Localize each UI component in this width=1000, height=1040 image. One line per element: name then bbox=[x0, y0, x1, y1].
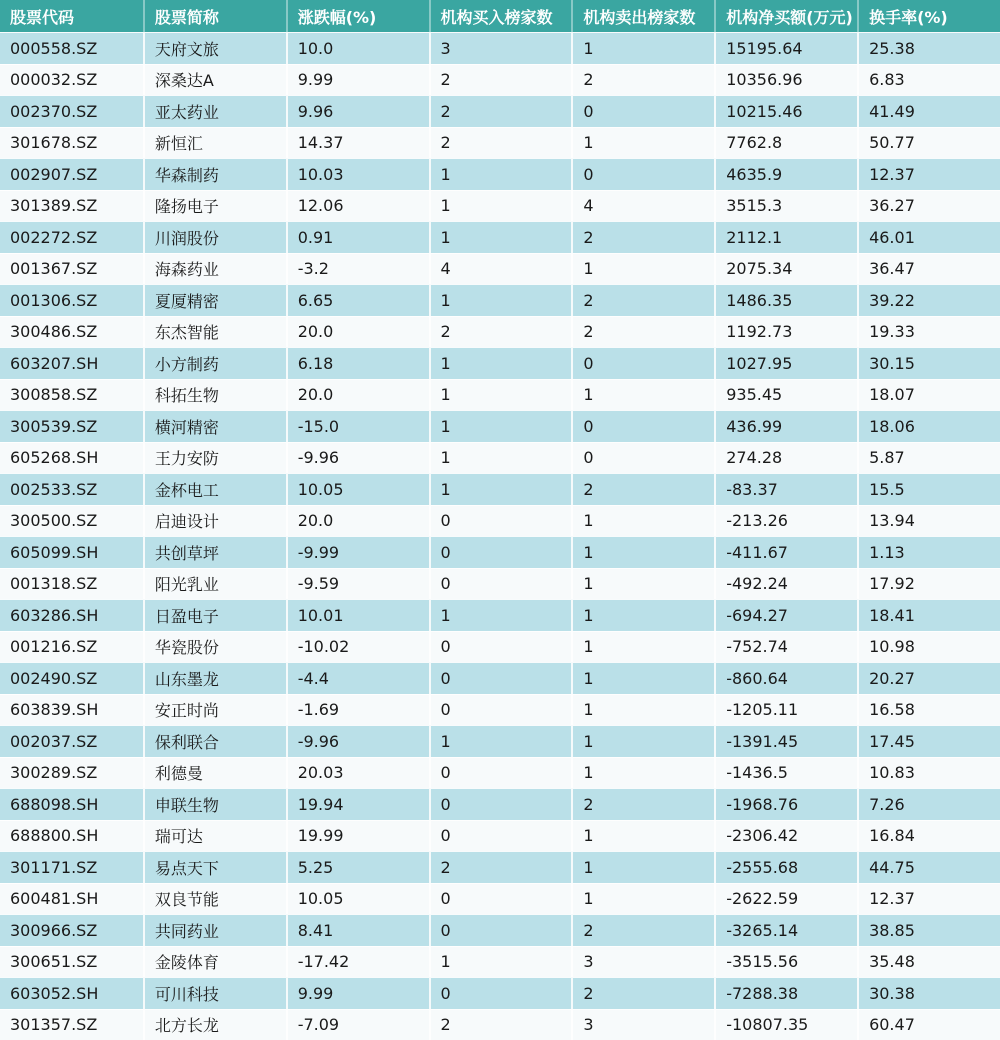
column-header-stock-name: 股票简称 bbox=[143, 0, 286, 32]
cell-stock-name: 科拓生物 bbox=[143, 379, 286, 411]
cell-inst-net-buy-amount: -1205.11 bbox=[714, 694, 857, 726]
cell-change-pct: 10.01 bbox=[286, 599, 429, 631]
cell-inst-net-buy-amount: 436.99 bbox=[714, 410, 857, 442]
table-row bbox=[0, 568, 1000, 600]
cell-change-pct: 10.03 bbox=[286, 158, 429, 190]
column-header-inst-buy-count: 机构买入榜家数 bbox=[429, 0, 572, 32]
cell-inst-sell-count: 0 bbox=[571, 158, 714, 190]
cell-stock-name: 北方长龙 bbox=[143, 1009, 286, 1040]
cell-turnover-rate: 16.84 bbox=[857, 820, 1000, 852]
cell-inst-buy-count: 0 bbox=[429, 820, 572, 852]
cell-turnover-rate: 36.47 bbox=[857, 253, 1000, 285]
cell-stock-code: 605268.SH bbox=[0, 442, 143, 474]
cell-inst-sell-count: 1 bbox=[571, 127, 714, 159]
cell-inst-buy-count: 0 bbox=[429, 914, 572, 946]
table-row bbox=[0, 725, 1000, 757]
cell-inst-net-buy-amount: -411.67 bbox=[714, 536, 857, 568]
cell-turnover-rate: 17.92 bbox=[857, 568, 1000, 600]
cell-inst-sell-count: 1 bbox=[571, 662, 714, 694]
cell-change-pct: 0.91 bbox=[286, 221, 429, 253]
cell-stock-name: 日盈电子 bbox=[143, 599, 286, 631]
table-row bbox=[0, 914, 1000, 946]
cell-inst-sell-count: 1 bbox=[571, 725, 714, 757]
cell-change-pct: -7.09 bbox=[286, 1009, 429, 1040]
column-header-inst-sell-count: 机构卖出榜家数 bbox=[571, 0, 714, 32]
cell-turnover-rate: 36.27 bbox=[857, 190, 1000, 222]
cell-stock-code: 001367.SZ bbox=[0, 253, 143, 285]
cell-stock-code: 603052.SH bbox=[0, 977, 143, 1009]
cell-inst-sell-count: 1 bbox=[571, 253, 714, 285]
cell-stock-code: 002272.SZ bbox=[0, 221, 143, 253]
cell-inst-net-buy-amount: 10356.96 bbox=[714, 64, 857, 96]
cell-inst-net-buy-amount: -2306.42 bbox=[714, 820, 857, 852]
cell-stock-code: 603286.SH bbox=[0, 599, 143, 631]
cell-inst-buy-count: 2 bbox=[429, 851, 572, 883]
cell-change-pct: 19.99 bbox=[286, 820, 429, 852]
cell-inst-sell-count: 2 bbox=[571, 221, 714, 253]
cell-inst-sell-count: 3 bbox=[571, 1009, 714, 1040]
column-header-turnover-rate: 换手率(%) bbox=[857, 0, 1000, 32]
cell-inst-buy-count: 0 bbox=[429, 883, 572, 915]
cell-inst-sell-count: 1 bbox=[571, 379, 714, 411]
cell-inst-sell-count: 1 bbox=[571, 883, 714, 915]
cell-stock-code: 002037.SZ bbox=[0, 725, 143, 757]
cell-stock-name: 王力安防 bbox=[143, 442, 286, 474]
cell-turnover-rate: 5.87 bbox=[857, 442, 1000, 474]
cell-change-pct: -9.59 bbox=[286, 568, 429, 600]
cell-stock-code: 001318.SZ bbox=[0, 568, 143, 600]
cell-inst-buy-count: 0 bbox=[429, 568, 572, 600]
cell-inst-net-buy-amount: -1436.5 bbox=[714, 757, 857, 789]
table-row bbox=[0, 536, 1000, 568]
cell-inst-net-buy-amount: 935.45 bbox=[714, 379, 857, 411]
cell-turnover-rate: 44.75 bbox=[857, 851, 1000, 883]
cell-inst-sell-count: 1 bbox=[571, 505, 714, 537]
cell-change-pct: 20.03 bbox=[286, 757, 429, 789]
cell-stock-name: 深桑达A bbox=[143, 64, 286, 96]
cell-inst-sell-count: 2 bbox=[571, 473, 714, 505]
cell-inst-buy-count: 0 bbox=[429, 694, 572, 726]
table-row bbox=[0, 631, 1000, 663]
table-row bbox=[0, 599, 1000, 631]
cell-change-pct: 20.0 bbox=[286, 316, 429, 348]
cell-change-pct: 12.06 bbox=[286, 190, 429, 222]
cell-stock-code: 600481.SH bbox=[0, 883, 143, 915]
cell-stock-name: 共创草坪 bbox=[143, 536, 286, 568]
cell-stock-name: 申联生物 bbox=[143, 788, 286, 820]
cell-change-pct: -9.99 bbox=[286, 536, 429, 568]
cell-change-pct: 8.41 bbox=[286, 914, 429, 946]
cell-turnover-rate: 12.37 bbox=[857, 883, 1000, 915]
cell-inst-sell-count: 1 bbox=[571, 820, 714, 852]
table-row bbox=[0, 662, 1000, 694]
cell-turnover-rate: 30.38 bbox=[857, 977, 1000, 1009]
table-row bbox=[0, 977, 1000, 1009]
cell-stock-name: 亚太药业 bbox=[143, 95, 286, 127]
cell-stock-name: 瑞可达 bbox=[143, 820, 286, 852]
table-row bbox=[0, 284, 1000, 316]
cell-inst-sell-count: 3 bbox=[571, 946, 714, 978]
cell-inst-buy-count: 1 bbox=[429, 284, 572, 316]
cell-stock-name: 隆扬电子 bbox=[143, 190, 286, 222]
cell-inst-net-buy-amount: 10215.46 bbox=[714, 95, 857, 127]
cell-stock-name: 东杰智能 bbox=[143, 316, 286, 348]
cell-turnover-rate: 20.27 bbox=[857, 662, 1000, 694]
cell-inst-sell-count: 0 bbox=[571, 347, 714, 379]
cell-stock-name: 小方制药 bbox=[143, 347, 286, 379]
cell-stock-name: 天府文旅 bbox=[143, 32, 286, 64]
table-row bbox=[0, 442, 1000, 474]
cell-turnover-rate: 18.41 bbox=[857, 599, 1000, 631]
cell-inst-buy-count: 2 bbox=[429, 316, 572, 348]
cell-turnover-rate: 12.37 bbox=[857, 158, 1000, 190]
cell-inst-sell-count: 1 bbox=[571, 694, 714, 726]
cell-inst-sell-count: 2 bbox=[571, 788, 714, 820]
cell-stock-name: 夏厦精密 bbox=[143, 284, 286, 316]
cell-inst-net-buy-amount: 274.28 bbox=[714, 442, 857, 474]
cell-inst-buy-count: 1 bbox=[429, 442, 572, 474]
cell-stock-code: 300539.SZ bbox=[0, 410, 143, 442]
cell-change-pct: 9.96 bbox=[286, 95, 429, 127]
cell-inst-sell-count: 1 bbox=[571, 568, 714, 600]
cell-turnover-rate: 41.49 bbox=[857, 95, 1000, 127]
cell-change-pct: 10.0 bbox=[286, 32, 429, 64]
cell-stock-code: 001306.SZ bbox=[0, 284, 143, 316]
cell-change-pct: 5.25 bbox=[286, 851, 429, 883]
table-row bbox=[0, 127, 1000, 159]
cell-stock-code: 002533.SZ bbox=[0, 473, 143, 505]
cell-inst-net-buy-amount: -213.26 bbox=[714, 505, 857, 537]
cell-change-pct: 6.65 bbox=[286, 284, 429, 316]
cell-stock-name: 新恒汇 bbox=[143, 127, 286, 159]
cell-inst-buy-count: 0 bbox=[429, 505, 572, 537]
cell-inst-sell-count: 0 bbox=[571, 442, 714, 474]
cell-turnover-rate: 25.38 bbox=[857, 32, 1000, 64]
cell-inst-sell-count: 4 bbox=[571, 190, 714, 222]
cell-inst-buy-count: 2 bbox=[429, 1009, 572, 1040]
cell-change-pct: -1.69 bbox=[286, 694, 429, 726]
cell-turnover-rate: 10.98 bbox=[857, 631, 1000, 663]
cell-stock-name: 利德曼 bbox=[143, 757, 286, 789]
table-row bbox=[0, 158, 1000, 190]
table-body bbox=[0, 32, 1000, 1040]
cell-change-pct: 20.0 bbox=[286, 505, 429, 537]
cell-stock-code: 002370.SZ bbox=[0, 95, 143, 127]
cell-change-pct: -10.02 bbox=[286, 631, 429, 663]
cell-change-pct: -4.4 bbox=[286, 662, 429, 694]
table-row bbox=[0, 253, 1000, 285]
cell-turnover-rate: 19.33 bbox=[857, 316, 1000, 348]
cell-stock-code: 603207.SH bbox=[0, 347, 143, 379]
cell-inst-buy-count: 1 bbox=[429, 158, 572, 190]
cell-change-pct: 14.37 bbox=[286, 127, 429, 159]
cell-inst-buy-count: 0 bbox=[429, 788, 572, 820]
cell-stock-code: 688800.SH bbox=[0, 820, 143, 852]
cell-inst-buy-count: 2 bbox=[429, 95, 572, 127]
cell-inst-sell-count: 1 bbox=[571, 631, 714, 663]
cell-inst-sell-count: 1 bbox=[571, 599, 714, 631]
cell-stock-name: 山东墨龙 bbox=[143, 662, 286, 694]
cell-inst-buy-count: 0 bbox=[429, 631, 572, 663]
cell-stock-name: 华森制药 bbox=[143, 158, 286, 190]
cell-inst-net-buy-amount: -694.27 bbox=[714, 599, 857, 631]
cell-inst-net-buy-amount: -7288.38 bbox=[714, 977, 857, 1009]
cell-stock-code: 300858.SZ bbox=[0, 379, 143, 411]
table-row bbox=[0, 221, 1000, 253]
cell-inst-sell-count: 2 bbox=[571, 284, 714, 316]
table-header-row bbox=[0, 0, 1000, 32]
cell-inst-net-buy-amount: -860.64 bbox=[714, 662, 857, 694]
cell-inst-net-buy-amount: -1391.45 bbox=[714, 725, 857, 757]
cell-change-pct: -9.96 bbox=[286, 725, 429, 757]
cell-inst-buy-count: 1 bbox=[429, 347, 572, 379]
table-row bbox=[0, 190, 1000, 222]
cell-stock-code: 300486.SZ bbox=[0, 316, 143, 348]
cell-inst-sell-count: 2 bbox=[571, 914, 714, 946]
cell-stock-code: 301389.SZ bbox=[0, 190, 143, 222]
cell-inst-buy-count: 0 bbox=[429, 536, 572, 568]
cell-inst-buy-count: 1 bbox=[429, 725, 572, 757]
table-row bbox=[0, 379, 1000, 411]
cell-change-pct: 10.05 bbox=[286, 883, 429, 915]
cell-inst-sell-count: 1 bbox=[571, 32, 714, 64]
cell-turnover-rate: 18.06 bbox=[857, 410, 1000, 442]
table-row bbox=[0, 757, 1000, 789]
cell-turnover-rate: 46.01 bbox=[857, 221, 1000, 253]
cell-change-pct: -17.42 bbox=[286, 946, 429, 978]
cell-turnover-rate: 15.5 bbox=[857, 473, 1000, 505]
table-row bbox=[0, 694, 1000, 726]
cell-inst-buy-count: 0 bbox=[429, 757, 572, 789]
cell-turnover-rate: 1.13 bbox=[857, 536, 1000, 568]
cell-stock-code: 300289.SZ bbox=[0, 757, 143, 789]
cell-turnover-rate: 60.47 bbox=[857, 1009, 1000, 1040]
cell-turnover-rate: 13.94 bbox=[857, 505, 1000, 537]
cell-stock-name: 金陵体育 bbox=[143, 946, 286, 978]
cell-turnover-rate: 30.15 bbox=[857, 347, 1000, 379]
cell-inst-buy-count: 1 bbox=[429, 473, 572, 505]
cell-inst-buy-count: 1 bbox=[429, 599, 572, 631]
cell-inst-buy-count: 0 bbox=[429, 977, 572, 1009]
cell-inst-buy-count: 1 bbox=[429, 190, 572, 222]
cell-stock-name: 保利联合 bbox=[143, 725, 286, 757]
cell-inst-net-buy-amount: 15195.64 bbox=[714, 32, 857, 64]
cell-inst-net-buy-amount: 3515.3 bbox=[714, 190, 857, 222]
cell-stock-code: 300651.SZ bbox=[0, 946, 143, 978]
cell-inst-buy-count: 3 bbox=[429, 32, 572, 64]
cell-change-pct: 10.05 bbox=[286, 473, 429, 505]
cell-stock-code: 301357.SZ bbox=[0, 1009, 143, 1040]
cell-change-pct: 9.99 bbox=[286, 64, 429, 96]
cell-inst-sell-count: 1 bbox=[571, 851, 714, 883]
cell-inst-buy-count: 0 bbox=[429, 662, 572, 694]
table-row bbox=[0, 347, 1000, 379]
cell-stock-code: 605099.SH bbox=[0, 536, 143, 568]
cell-change-pct: 20.0 bbox=[286, 379, 429, 411]
column-header-change-pct: 涨跌幅(%) bbox=[286, 0, 429, 32]
table-row bbox=[0, 316, 1000, 348]
table-row bbox=[0, 788, 1000, 820]
cell-inst-buy-count: 1 bbox=[429, 379, 572, 411]
cell-inst-net-buy-amount: 2075.34 bbox=[714, 253, 857, 285]
cell-turnover-rate: 17.45 bbox=[857, 725, 1000, 757]
cell-stock-code: 002907.SZ bbox=[0, 158, 143, 190]
cell-turnover-rate: 39.22 bbox=[857, 284, 1000, 316]
cell-inst-buy-count: 4 bbox=[429, 253, 572, 285]
table-row bbox=[0, 473, 1000, 505]
cell-stock-name: 华瓷股份 bbox=[143, 631, 286, 663]
cell-inst-sell-count: 1 bbox=[571, 536, 714, 568]
table-row bbox=[0, 883, 1000, 915]
cell-change-pct: -9.96 bbox=[286, 442, 429, 474]
cell-stock-name: 共同药业 bbox=[143, 914, 286, 946]
cell-stock-name: 横河精密 bbox=[143, 410, 286, 442]
cell-inst-sell-count: 2 bbox=[571, 316, 714, 348]
column-header-inst-net-buy-amount: 机构净买额(万元) bbox=[714, 0, 857, 32]
cell-inst-net-buy-amount: -1968.76 bbox=[714, 788, 857, 820]
cell-stock-code: 301171.SZ bbox=[0, 851, 143, 883]
cell-inst-net-buy-amount: 2112.1 bbox=[714, 221, 857, 253]
cell-inst-buy-count: 2 bbox=[429, 127, 572, 159]
cell-change-pct: -15.0 bbox=[286, 410, 429, 442]
table-row bbox=[0, 1009, 1000, 1040]
cell-inst-sell-count: 1 bbox=[571, 757, 714, 789]
cell-stock-code: 001216.SZ bbox=[0, 631, 143, 663]
table-row bbox=[0, 820, 1000, 852]
cell-stock-name: 安正时尚 bbox=[143, 694, 286, 726]
column-header-stock-code: 股票代码 bbox=[0, 0, 143, 32]
cell-stock-name: 可川科技 bbox=[143, 977, 286, 1009]
cell-stock-code: 000032.SZ bbox=[0, 64, 143, 96]
cell-stock-name: 启迪设计 bbox=[143, 505, 286, 537]
cell-stock-name: 川润股份 bbox=[143, 221, 286, 253]
cell-inst-buy-count: 1 bbox=[429, 221, 572, 253]
cell-inst-net-buy-amount: -492.24 bbox=[714, 568, 857, 600]
cell-turnover-rate: 50.77 bbox=[857, 127, 1000, 159]
cell-turnover-rate: 35.48 bbox=[857, 946, 1000, 978]
cell-change-pct: -3.2 bbox=[286, 253, 429, 285]
cell-turnover-rate: 16.58 bbox=[857, 694, 1000, 726]
table-row bbox=[0, 505, 1000, 537]
cell-stock-code: 000558.SZ bbox=[0, 32, 143, 64]
cell-inst-sell-count: 2 bbox=[571, 64, 714, 96]
cell-inst-buy-count: 1 bbox=[429, 946, 572, 978]
cell-inst-sell-count: 0 bbox=[571, 95, 714, 127]
cell-stock-code: 002490.SZ bbox=[0, 662, 143, 694]
cell-stock-name: 阳光乳业 bbox=[143, 568, 286, 600]
cell-inst-net-buy-amount: 1486.35 bbox=[714, 284, 857, 316]
cell-stock-name: 易点天下 bbox=[143, 851, 286, 883]
cell-stock-name: 海森药业 bbox=[143, 253, 286, 285]
table-row bbox=[0, 32, 1000, 64]
cell-inst-net-buy-amount: -3265.14 bbox=[714, 914, 857, 946]
cell-stock-code: 603839.SH bbox=[0, 694, 143, 726]
cell-turnover-rate: 7.26 bbox=[857, 788, 1000, 820]
cell-stock-code: 688098.SH bbox=[0, 788, 143, 820]
table-row bbox=[0, 64, 1000, 96]
cell-inst-net-buy-amount: 4635.9 bbox=[714, 158, 857, 190]
cell-turnover-rate: 6.83 bbox=[857, 64, 1000, 96]
cell-stock-name: 双良节能 bbox=[143, 883, 286, 915]
table-row bbox=[0, 946, 1000, 978]
table-row bbox=[0, 410, 1000, 442]
cell-inst-net-buy-amount: -10807.35 bbox=[714, 1009, 857, 1040]
cell-turnover-rate: 18.07 bbox=[857, 379, 1000, 411]
cell-inst-net-buy-amount: 1027.95 bbox=[714, 347, 857, 379]
cell-inst-net-buy-amount: -752.74 bbox=[714, 631, 857, 663]
cell-inst-buy-count: 2 bbox=[429, 64, 572, 96]
cell-inst-net-buy-amount: -2622.59 bbox=[714, 883, 857, 915]
cell-stock-code: 300966.SZ bbox=[0, 914, 143, 946]
cell-turnover-rate: 10.83 bbox=[857, 757, 1000, 789]
cell-inst-buy-count: 1 bbox=[429, 410, 572, 442]
cell-stock-code: 301678.SZ bbox=[0, 127, 143, 159]
cell-turnover-rate: 38.85 bbox=[857, 914, 1000, 946]
cell-inst-net-buy-amount: -3515.56 bbox=[714, 946, 857, 978]
cell-stock-name: 金杯电工 bbox=[143, 473, 286, 505]
table-row bbox=[0, 851, 1000, 883]
cell-change-pct: 6.18 bbox=[286, 347, 429, 379]
cell-inst-net-buy-amount: 1192.73 bbox=[714, 316, 857, 348]
cell-inst-sell-count: 2 bbox=[571, 977, 714, 1009]
table-row bbox=[0, 95, 1000, 127]
cell-inst-net-buy-amount: -83.37 bbox=[714, 473, 857, 505]
cell-inst-net-buy-amount: 7762.8 bbox=[714, 127, 857, 159]
cell-change-pct: 9.99 bbox=[286, 977, 429, 1009]
cell-change-pct: 19.94 bbox=[286, 788, 429, 820]
cell-stock-code: 300500.SZ bbox=[0, 505, 143, 537]
cell-inst-net-buy-amount: -2555.68 bbox=[714, 851, 857, 883]
cell-inst-sell-count: 0 bbox=[571, 410, 714, 442]
